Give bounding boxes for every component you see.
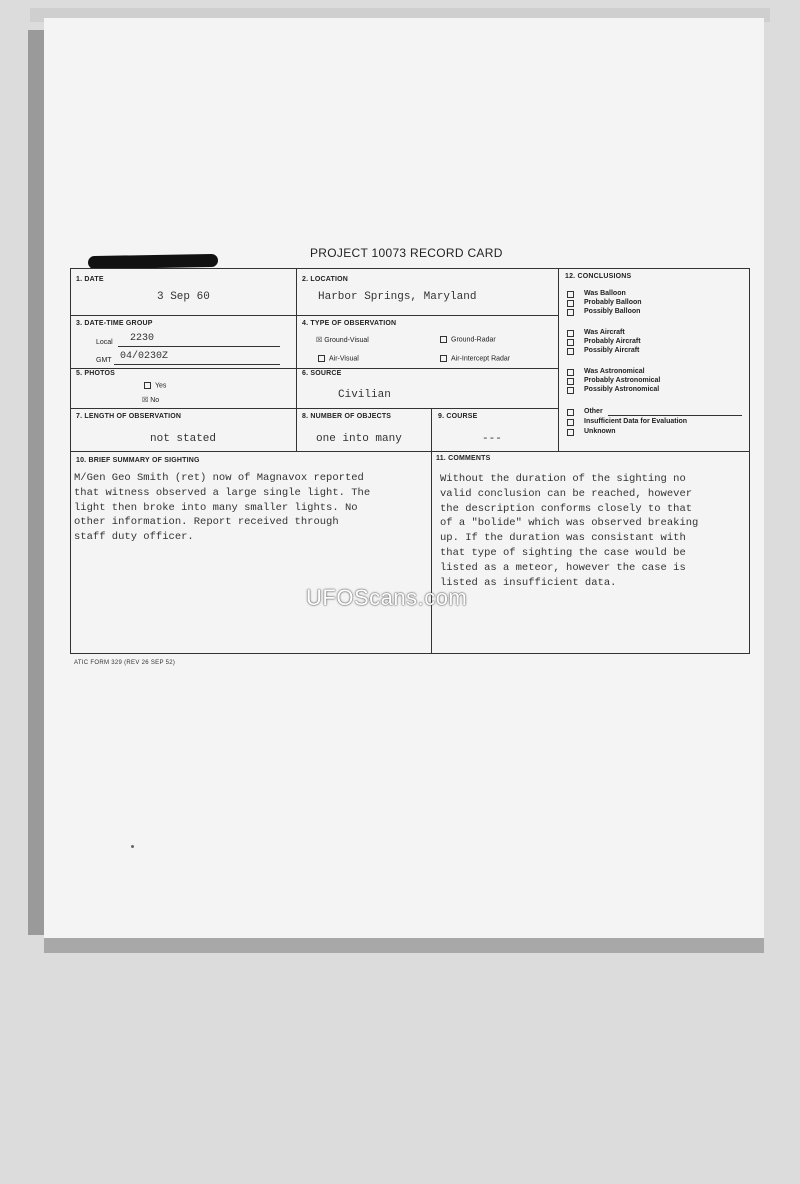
location-value: Harbor Springs, Maryland (318, 291, 477, 303)
photos-no (142, 396, 159, 404)
source-value: Civilian (338, 389, 391, 401)
grid-line (70, 315, 558, 316)
location-label: 2. LOCATION (302, 276, 349, 283)
photos-no-label: No (150, 397, 160, 404)
checkbox-icon (567, 339, 574, 346)
summary-text (74, 471, 370, 545)
concl-item (584, 368, 645, 375)
concl-item (584, 408, 603, 415)
opt-ground-visual (316, 336, 369, 344)
photos-yes (144, 382, 166, 389)
concl-item (584, 386, 659, 393)
concl-item-label: Was Aircraft (584, 329, 625, 336)
opt-air-intercept (440, 355, 510, 362)
num-objects-label: 8. NUMBER OF OBJECTS (302, 413, 392, 420)
concl-item-label: Was Astronomical (584, 368, 645, 375)
card-title: PROJECT 10073 RECORD CARD (310, 246, 503, 260)
checkbox-icon (567, 409, 574, 416)
checkbox-icon (567, 348, 574, 355)
concl-item-label: Was Balloon (584, 290, 626, 297)
grid-line (431, 408, 432, 654)
comments-line: valid conclusion can be reached, however (440, 487, 693, 500)
course-label: 9. COURSE (438, 413, 478, 420)
dtg-local-underline (118, 346, 280, 347)
comments-line: up. If the duration was consistant with (440, 532, 686, 545)
photos-label: 5. PHOTOS (76, 370, 116, 377)
dtg-local-label: Local (96, 339, 113, 346)
dtg-local-value: 2230 (130, 333, 155, 344)
comments-line: listed as insufficient data. (440, 576, 617, 589)
speck (131, 845, 134, 848)
comments-line: the description conforms closely to that (440, 502, 693, 515)
dtg-gmt-label: GMT (96, 357, 112, 364)
checkbox-icon (567, 387, 574, 394)
comments-label: 11. COMMENTS (436, 455, 491, 462)
opt-ground-visual-label: Ground-Visual (324, 337, 369, 344)
form-number: ATIC FORM 329 (REV 26 SEP 52) (74, 660, 176, 666)
opt-air-visual-label: Air-Visual (329, 355, 359, 363)
checkbox-icon (567, 429, 574, 436)
checkbox-icon (567, 300, 574, 307)
checkbox-icon (318, 355, 325, 362)
checkbox-icon (567, 309, 574, 316)
concl-item (584, 299, 642, 306)
opt-air-visual (318, 355, 359, 362)
dtg-label: 3. DATE-TIME GROUP (76, 320, 153, 327)
opt-ground-radar (440, 336, 496, 343)
concl-item-label: Insufficient Data for Evaluation (584, 418, 688, 425)
course-value: --- (482, 433, 502, 445)
concl-item (584, 377, 660, 384)
type-obs-label: 4. TYPE OF OBSERVATION (302, 320, 397, 327)
concl-item-label: Possibly Balloon (584, 308, 641, 315)
checked-box-icon: ☒ (316, 337, 323, 344)
concl-item (584, 329, 625, 336)
photos-yes-label: Yes (155, 382, 167, 390)
concl-item (584, 290, 626, 297)
length-label: 7. LENGTH OF OBSERVATION (76, 413, 182, 420)
length-value: not stated (150, 433, 217, 445)
date-value: 3 Sep 60 (157, 291, 210, 303)
concl-item-label: Possibly Astronomical (584, 386, 660, 393)
grid-line (70, 451, 750, 452)
source-label: 6. SOURCE (302, 370, 342, 377)
redaction-mark (88, 254, 218, 269)
concl-item (584, 418, 687, 425)
comments-line: Without the duration of the sighting no (440, 473, 686, 485)
comments-line: that type of sighting the case would be (440, 546, 686, 559)
grid-line (70, 408, 558, 409)
summary-line: light then broke into many smaller lights. No (74, 501, 358, 514)
comments-line: listed as a meteor, however the case is (440, 561, 686, 574)
checkbox-icon (144, 382, 151, 389)
scan-left-shadow (28, 30, 44, 935)
dtg-gmt-underline (114, 364, 280, 365)
watermark-logo: UFOScans.com (306, 585, 468, 610)
concl-item-label: Unknown (584, 428, 616, 435)
concl-item-label: Possibly Aircraft (584, 347, 640, 354)
summary-line: staff duty officer. (74, 531, 194, 544)
checkbox-icon (440, 355, 447, 362)
concl-item-label: Probably Aircraft (584, 338, 641, 345)
comments-line: of a "bolide" which was observed breaking (440, 517, 699, 530)
checkbox-icon (567, 369, 574, 376)
comments-text (440, 472, 698, 590)
opt-ground-radar-label: Ground-Radar (451, 336, 496, 344)
concl-item (584, 338, 641, 345)
checkbox-icon (567, 378, 574, 385)
conclusions-label: 12. CONCLUSIONS (565, 273, 632, 280)
concl-item-label: Probably Balloon (584, 299, 642, 306)
checkbox-icon (567, 330, 574, 337)
checked-box-icon: ☒ (142, 397, 149, 404)
dtg-gmt-value: 04/0230Z (120, 351, 169, 362)
summary-line: other information. Report received through (74, 516, 339, 529)
grid-line (296, 268, 297, 451)
num-objects-value: one into many (316, 433, 402, 445)
concl-item (584, 428, 616, 435)
grid-line (70, 368, 558, 369)
concl-item (584, 308, 640, 315)
checkbox-icon (567, 419, 574, 426)
concl-item (584, 347, 639, 354)
summary-line: that witness observed a large single light. The (74, 486, 371, 499)
grid-line (558, 268, 559, 451)
summary-line: M/Gen Geo Smith (ret) now of Magnavox reported (74, 472, 364, 484)
checkbox-icon (567, 291, 574, 298)
concl-item-label: Probably Astronomical (584, 377, 661, 384)
checkbox-icon (440, 336, 447, 343)
date-label: 1. DATE (76, 276, 104, 283)
opt-air-intercept-label: Air-Intercept Radar (451, 355, 511, 363)
concl-item-label: Other (584, 408, 603, 415)
summary-label: 10. BRIEF SUMMARY OF SIGHTING (76, 457, 200, 464)
other-underline (608, 415, 742, 416)
